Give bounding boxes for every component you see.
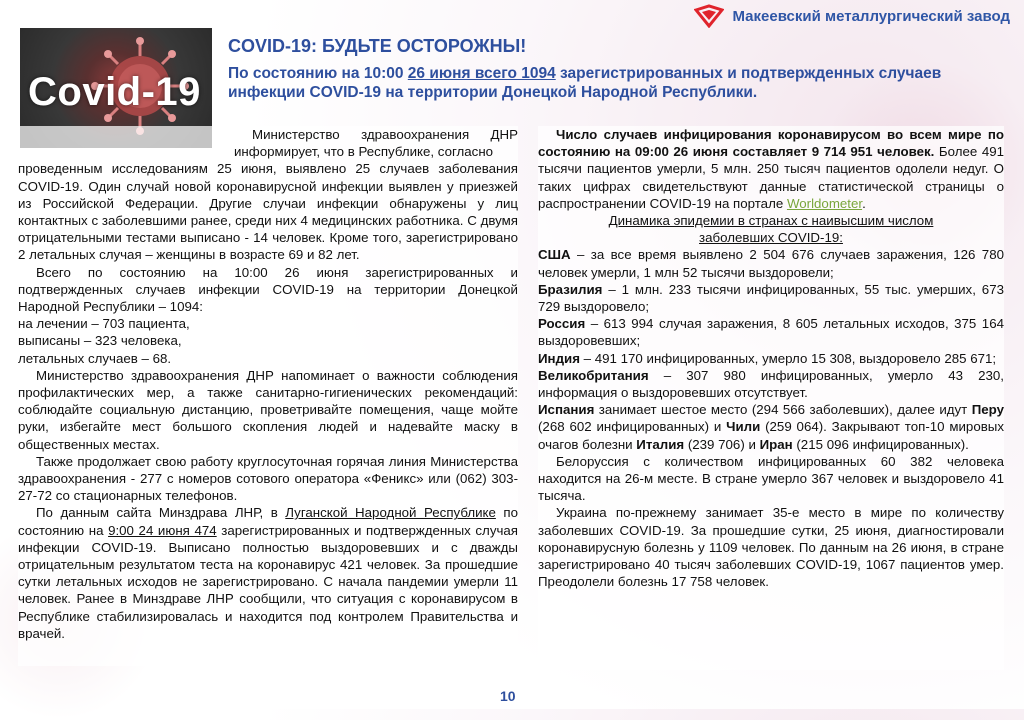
subtitle-text: зарегистрированных и подтвержденных случаев инфекции COVID-19 на территории Донецкой Народной Республики.: [228, 65, 942, 101]
left-column: [18, 126, 518, 666]
country-entry: [538, 401, 1004, 453]
text: – за все время выявлено 2 504 676 случаев заражения, 126 780 человек умерли, 1 млн 52 тысячи выздоровели;: [538, 247, 1004, 280]
worldometer-link[interactable]: Worldometer: [786, 195, 863, 211]
country-entry: [538, 315, 1004, 349]
paragraph: Также продолжает свою работу круглосуточная горячая линия Министерства здравоохранения - 277 с номеров сотового оператора «Феникс» или (062) 303-27-72 со стационарных телефонов.: [18, 453, 518, 504]
country-name: Перу: [971, 402, 1004, 418]
list-item: выписаны – 323 человека,: [18, 333, 182, 349]
text: – 307 980 инфицированных, умерло 43 230, информация о выздоровевших отсутствует.: [538, 367, 1004, 401]
text: Более 491 тысячи пациентов умерли, 5 млн. 250 тысяч пациентов одолели недуг. О таких цифрах свидетельствуют данные статистической страницы о распространении COVID-19 на портале: [538, 144, 1005, 211]
text: (215 096 инфицированных).: [792, 436, 969, 452]
text: (268 602 инфицированных) и: [538, 419, 727, 435]
text: зарегистрированных и подтвержденных случая инфекции COVID-19. Выписано полностью выздоровевших и с дважды отрицательным результатом теста на коронавирус 421 человек. За прошедшие сутки летальных исходов не зарегистрировано. С начала пандемии умерли 11 человек. Ранее в Минздраве ЛНР сообщили, что ситуация с коронавирусом в Республике стабилизировалась и находится под контролем Правительства и врачей.: [18, 522, 518, 641]
text: – 613 994 случая заражения, 8 605 летальных исходов, 375 164 выздоровевших;: [538, 316, 1004, 349]
paragraph: Министерство здравоохранения ДНР информирует, что в Республике, согласно: [234, 127, 518, 160]
list-item: на лечении – 703 пациента,: [18, 316, 190, 332]
text: (239 706) и: [684, 436, 760, 452]
page-number: 10: [500, 688, 516, 704]
country-entry: [538, 246, 1004, 280]
covid-image-label: Covid-19: [28, 70, 201, 114]
country-entry: [538, 367, 1004, 401]
list-item: летальных случаев – 68.: [18, 350, 172, 366]
paragraph: Украина по-прежнему занимает 35-е место в мире по количеству заболевших COVID-19. За прошедшие сутки, 25 июня, диагностировали коронавирусную болезнь у 1109 человек. По данным на 26 июня, в стране зарегистрировано 40 тысяч заболевших COVID-19, 1067 пациентов умер. Преодолели болезнь 17 758 человек.: [538, 505, 1004, 590]
paragraph: Всего по состоянию на 10:00 26 июня зарегистрированных и подтвержденных случаев инфекции COVID-19 на территории Донецкой Народной Республики – 1094:: [18, 264, 518, 315]
text: – 491 170 инфицированных, умерло 15 308, выздоровело 285 671;: [579, 350, 997, 366]
paragraph: Министерство здравоохранения ДНР напоминает о важности соблюдения профилактических мер, а также санитарно-гигиенических рекомендаций: соблюдайте социальную дистанцию, проветривайте помещения, чаще мойте руки, избегайте мест большого скопления людей и надевайте маску в общественных местах.: [18, 367, 518, 452]
country-entry: [538, 281, 1004, 315]
header-brand: [694, 4, 1010, 28]
country-name: США: [538, 247, 571, 263]
paragraph: [538, 126, 1004, 212]
text: .: [862, 195, 866, 211]
subtitle-text: По состоянию на 10:00: [228, 65, 408, 82]
factory-logo-icon: [694, 4, 724, 28]
subtitle-underlined: 26 июня всего 1094: [407, 65, 556, 82]
text: (259 064). Закрывают топ-10 мировых очагов болезни: [538, 419, 1004, 452]
brand-name: Макеевский металлургический завод: [732, 7, 1010, 25]
section-heading: Динамика эпидемии в странах с наивысшим числом заболевших COVID-19:: [608, 213, 934, 246]
country-name: Великобритания: [538, 367, 649, 383]
country-name: Россия: [538, 316, 586, 332]
page-subtitle: [228, 64, 968, 102]
page-title: COVID-19: БУДЬТЕ ОСТОРОЖНЫ!: [228, 36, 527, 56]
paragraph: Белоруссия с количеством инфицированных 60 382 человека находится на 26-м месте. В стране умерло 367 человек и выздоровело 41 тысяча.: [538, 453, 1004, 504]
country-name: Испания: [538, 402, 595, 418]
bold-text: Число случаев инфицирования коронавирусом во всем мире по состоянию на 09:00 26 июня составляет 9 714 951 человек.: [538, 127, 1004, 160]
text: занимает шестое место (294 566 заболевших), далее идут: [594, 402, 972, 418]
lnr-link[interactable]: Луганской Народной Республике: [285, 505, 496, 521]
country-name: Чили: [726, 419, 761, 435]
country-entry: [538, 350, 1004, 367]
underlined-text: 9:00 24 июня 474: [108, 522, 217, 538]
right-column: [538, 126, 1004, 670]
text: по состоянию на: [18, 505, 518, 538]
country-name: Бразилия: [538, 281, 603, 297]
country-name: Италия: [636, 436, 685, 452]
paragraph: [18, 504, 518, 642]
text: По данным сайта Минздрава ЛНР, в: [36, 505, 286, 521]
country-name: Иран: [759, 436, 793, 452]
paragraph: проведенным исследованиям 25 июня, выявлено 25 случаев заболевания COVID-19. Один случай новой коронавирусной инфекции выявлен у приезжей из Российской Федерации. Другие случаи инфекции обнаружены у лиц контактных с заболевшими ранее, среди них 4 медицинских работника. С двумя отрицательными тестами выписано - 14 человек. Кроме того, зарегистрировано 2 летальных случая – женщины в возрасте 69 и 82 лет.: [18, 161, 518, 263]
country-name: Индия: [538, 350, 580, 366]
text: – 1 млн. 233 тысячи инфицированных, 55 тыс. умерших, 673 729 выздоровело;: [538, 281, 1004, 315]
